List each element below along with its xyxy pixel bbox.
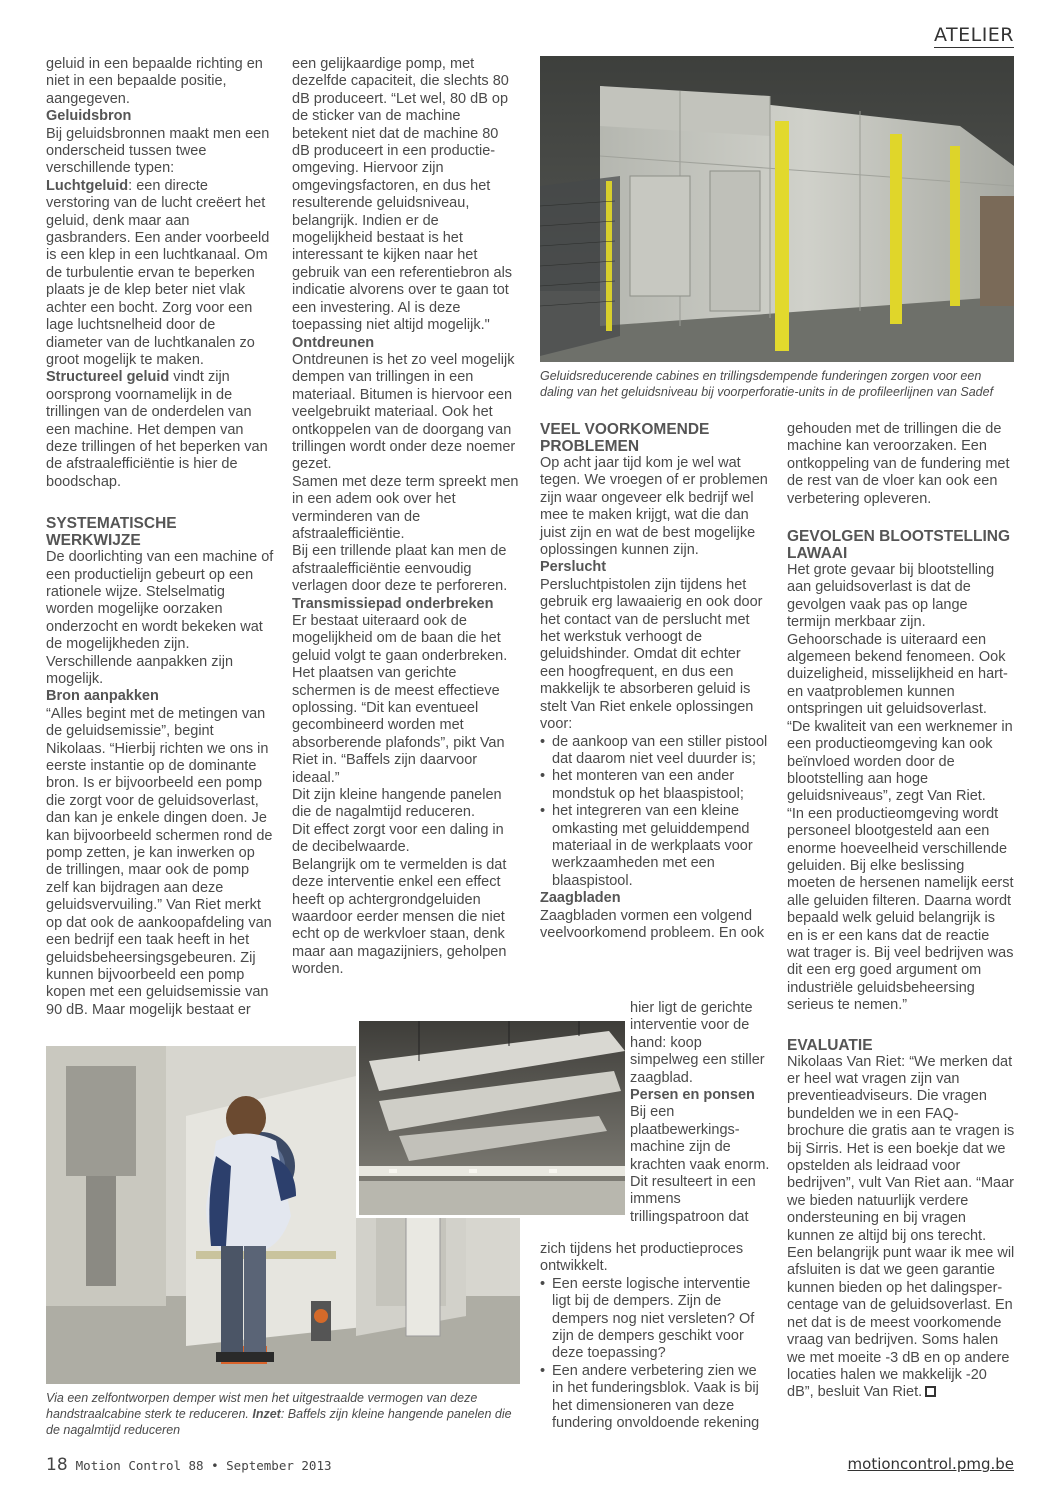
list-item: • Een andere verbetering zien we in het funderingsblok. Vaak is bij het dimensioneren van deze fundering onvoldoende rekening [540, 1363, 770, 1433]
paragraph: een gelijkaardige pomp, met dezelfde capaciteit, die slechts 80 dB produceert. “Let wel, 80 dB op de sticker van de machine betekent niet dat de machine 80 dB produceert in een productie-omgeving. Hiervoor zijn omgevingsfactoren, en dus het resulterende geluidsniveau, belangrijk. Indien er de mogelijkheid bestaat is het interessant te kijken naar het gebruik van een referentiebron als indicatie alvorens over te gaan tot een investering. Al is deze toepassing niet altijd mogelijk." [292, 56, 513, 334]
paragraph: hier ligt de gerichte interventie voor de hand: koop simpelweg een stiller zaagblad. [630, 1000, 765, 1086]
text: : een directe verstoring van de lucht creëert het geluid, denk maar aan gasbranders. Een ander voorbeeld is een klep in een luchtkanaal. Om de turbulentie ervan te beperken plaats je de klep beter niet vlak achter een bocht. Zorg voor een lage luchtsnelheid door de diameter van de luchtkanalen zo groot mogelijk te maken. [46, 177, 270, 368]
text: vindt zijn oorsprong voornamelijk in de trillingen van de onderdelen van een machine. Het dempen van deze trillingen of het beperken van de afstraalefficiëntie is hier de boodschap. [46, 369, 268, 490]
photo-inset-baffles [356, 1018, 628, 1218]
list-item: • het monteren van een ander mondstuk op het blaaspistool; [540, 768, 768, 803]
paragraph: Samen met deze term spreekt men in een adem ook over het verminderen van de afstraalefficiëntie. [292, 473, 519, 542]
paragraph: Bij geluidsbronnen maakt men een onderscheid tussen twee verschillende typen: [46, 125, 270, 177]
section-tag: ATELIER [933, 24, 1014, 46]
subheading-transmissiepad: Transmissiepad onderbreken [292, 595, 494, 612]
list-item: • Een eerste logische interventie ligt bij de dempers. Zijn de dempers nog niet versleten? Of zijn de dempers geschikt voor deze toepassing? [540, 1276, 770, 1363]
magazine-issue: Motion Control 88 • September 2013 [75, 1458, 332, 1473]
page-number: 18 [46, 1455, 68, 1475]
paragraph: “Alles begint met de metingen van de geluidsemissie”, begint Nikolaas. “Hierbij richten we ons in eerste instantie op de dominante bron. Is er bijvoorbeeld een pomp die zorgt voor de geluidsoverlast, dan kan je enkele dingen doen. Je kan bijvoorbeeld schermen rond de pomp zetten, je kan inwerken op de trillingen, maar ook de pomp zelf kan bijdragen aan deze geluidsvervuiling.” Van Riet merkt op dat ook de aankoopafdeling van een bedrijf een taak heeft in het geluidsbeheersingsgebeuren. Zij kunnen bijvoorbeeld een pomp kopen met een geluidsemissie van 90 dB. Maar mogelijk bestaat er [46, 705, 273, 1018]
paragraph: Bij een trillende plaat kan men de afstraalefficiëntie eenvoudig verlagen door deze te perforeren. [292, 543, 508, 595]
subheading-persen-en-ponsen: Persen en ponsen [630, 1087, 755, 1104]
paragraph: Er bestaat uiteraard ook de mogelijkheid om de baan die het geluid volgt te gaan onderbreken. Het plaatsen van gerichte schermen is de meest effectieve oplossing. “Dit kan eventueel gecombineerd worden met absorberende plafonds”, pikt Van Riet in. “Baffels zijn daarvoor ideaal.” [292, 613, 508, 786]
end-mark-icon [925, 1386, 936, 1397]
paragraph: Persluchtpistolen zijn tijdens het gebruik erg lawaaierig en ook door het contact van de perslucht met het werkstuk verhoogt de geluidshinder. Omdat dit echter een hoogfrequent, en dus een makkelijk te absorberen geluid is stelt Van Riet enkele oplossingen voor: [540, 576, 763, 733]
paragraph: Op acht jaar tijd kom je wel wat tegen. We vroegen of er problemen zijn waar ongeveer elk bedrijf wel mee te maken krijgt, wat die dan juist zijn en wat de best mogelijke oplossingen kunnen zijn. [540, 455, 768, 559]
subheading-geluidsbron: Geluidsbron [46, 108, 132, 125]
paragraph [46, 369, 274, 491]
paragraph: gehouden met de trillingen die de machine kan veroorzaken. Een ontkoppeling van de fundering met de rest van de vloer kan ook een verbetering opleveren. [787, 421, 1010, 507]
subheading-perslucht: Perslucht [540, 559, 607, 576]
caption-text: : Baffels zijn kleine hangende panelen die de nagalmtijd reduceren [46, 1407, 512, 1437]
column-4 [787, 421, 1015, 1402]
list-item: • de aankoop van een stiller pistool dat daarom niet veel duurder is; [540, 734, 768, 769]
column-3 [540, 421, 768, 942]
paragraph [787, 1245, 1015, 1402]
paragraph: Dit effect zorgt voor een daling in de decibelwaarde. [292, 821, 504, 856]
photo-inset-image [359, 1021, 625, 1215]
heading-gevolgen-blootstelling: GEVOLGEN BLOOTSTELLING LAWAAI [787, 528, 1011, 563]
paragraph: Nikolaas Van Riet: “We merken dat er heel wat vragen zijn van preventieadviseurs. Die vragen bundelden we in een FAQ-brochure die gratis aan te vragen is bij Sirris. Het is een boekje dat we opstelden als leidraad voor bedrijven”, vult Van Riet aan. “Maar we bieden natuurlijk verdere ondersteuning en bij vragen kunnen ze altijd bij ons terecht. [787, 1053, 1015, 1244]
column-2 [292, 56, 520, 979]
paragraph: De doorlichting van een machine of een productielijn gebeurt op een rationele wijze. Stelselmatig worden mogelijke oorzaken onderzocht en wordt bekeken wat de mogelijkheden zijn. Verschillende aanpakken zijn mogelijk. [46, 549, 274, 687]
paragraph: “De kwaliteit van een werknemer in een productieomgeving kan ook beïnvloed worden door de blootstelling aan hoge geluidsniveaus”, zegt Van Riet. [787, 718, 1013, 805]
caption-inzet-label: Inzet [252, 1407, 281, 1421]
photo-cabins [540, 56, 1014, 362]
footer-url-link[interactable]: motioncontrol.pmg.be [847, 1455, 1014, 1473]
caption-top: Geluidsreducerende cabines en trillingsdempende funderingen zorgen voor een daling van het geluidsniveau bij voorperforatie-units in de profileerlijnen van Sadef [540, 369, 994, 399]
column-3-wrap [630, 1000, 770, 1226]
paragraph: Het grote gevaar bij blootstelling aan geluidsoverlast is dat de gevolgen vaak pas op lange termijn merkbaar zijn. Gehoorschade is uiteraard een algemeen bekend fenomeen. Ook duizeligheid, misselijkheid en hart- en vaatproblemen kunnen ontspringen uit geluidsoverlast. [787, 562, 1008, 718]
subheading-ontdreunen: Ontdreunen [292, 334, 375, 351]
paragraph: Belangrijk om te vermelden is dat deze interventie enkel een effect heeft op achtergrondgeluiden waardoor eerder mensen die niet echt op de werkvloer staan, denk maar aan magazijniers, geholpen worden. [292, 856, 507, 978]
text: Een belangrijk punt waar ik mee wil afsluiten is dat we geen garantie kunnen bieden op het dalingsper-centage van de geluidsoverlast. En net dat is de meest voorkomende vraag van bedrijven. Soms halen we met moeite -3 dB en op andere locaties halen we makkelijk -20 dB”, besluit Van Riet. [787, 1245, 1015, 1401]
paragraph: geluid in een bepaalde richting en niet in een bepaalde positie, aangegeven. [46, 56, 263, 107]
column-3-bottom [540, 1241, 770, 1432]
paragraph: Ontdreunen is het zo veel mogelijk dempen van trillingen in een materiaal. Bitumen is hiervoor een veelgebruikt materiaal. Ook het ontkoppelen van de doorgang van trillingen wordt onder deze noemer gezet. [292, 351, 516, 473]
photo-cabins-image [540, 56, 1014, 362]
paragraph: zich tijdens het productieproces ontwikkelt. [540, 1241, 744, 1275]
term: Luchtgeluid [46, 177, 129, 194]
list-item: • het integreren van een kleine omkasting met geluiddempend materiaal in de werkplaats voor werkzaamheden met een blaaspistool. [540, 803, 768, 890]
heading-veel-voorkomende-problemen: VEEL VOORKOMENDE PROBLEMEN [540, 421, 710, 455]
caption-bottom [46, 1390, 520, 1438]
paragraph: Bij een plaatbewerkings-machine zijn de krachten vaak enorm. Dit resulteert in een immens trillingspatroon dat [630, 1104, 770, 1225]
paragraph: “In een productieomgeving wordt personeel blootgesteld aan een enorme hoeveelheid verschillende geluiden. Bij elke beslissing moeten de hersenen namelijk eerst alle geluiden filteren. Daarna wordt bepaald welk geluid belangrijk is en is er een kans dat de reactie wat trager is. Bij veel bedrijven was dit een erg goed argument om industriële geluidsbeheersing serieus te nemen.” [787, 805, 1014, 1014]
paragraph: Dit zijn kleine hangende panelen die de nagalmtijd reduceren. [292, 787, 502, 821]
term: Structureel geluid [46, 369, 170, 386]
subheading-zaagbladen: Zaagbladen [540, 890, 621, 907]
column-1 [46, 56, 274, 1019]
paragraph [46, 178, 274, 369]
heading-systematische-werkwijze: SYSTEMATISCHE WERKWIJZE [46, 515, 177, 550]
subheading-bron-aanpakken: Bron aanpakken [46, 688, 159, 705]
heading-evaluatie: EVALUATIE [787, 1036, 873, 1054]
paragraph: Zaagbladen vormen een volgend veelvoorkomend probleem. En ook [540, 907, 765, 941]
caption-text: Via een zelfontworpen demper wist men het uitgestraalde vermogen van deze handstraalcabine sterk te reduceren. [46, 1391, 478, 1421]
footer-left [46, 1455, 332, 1475]
